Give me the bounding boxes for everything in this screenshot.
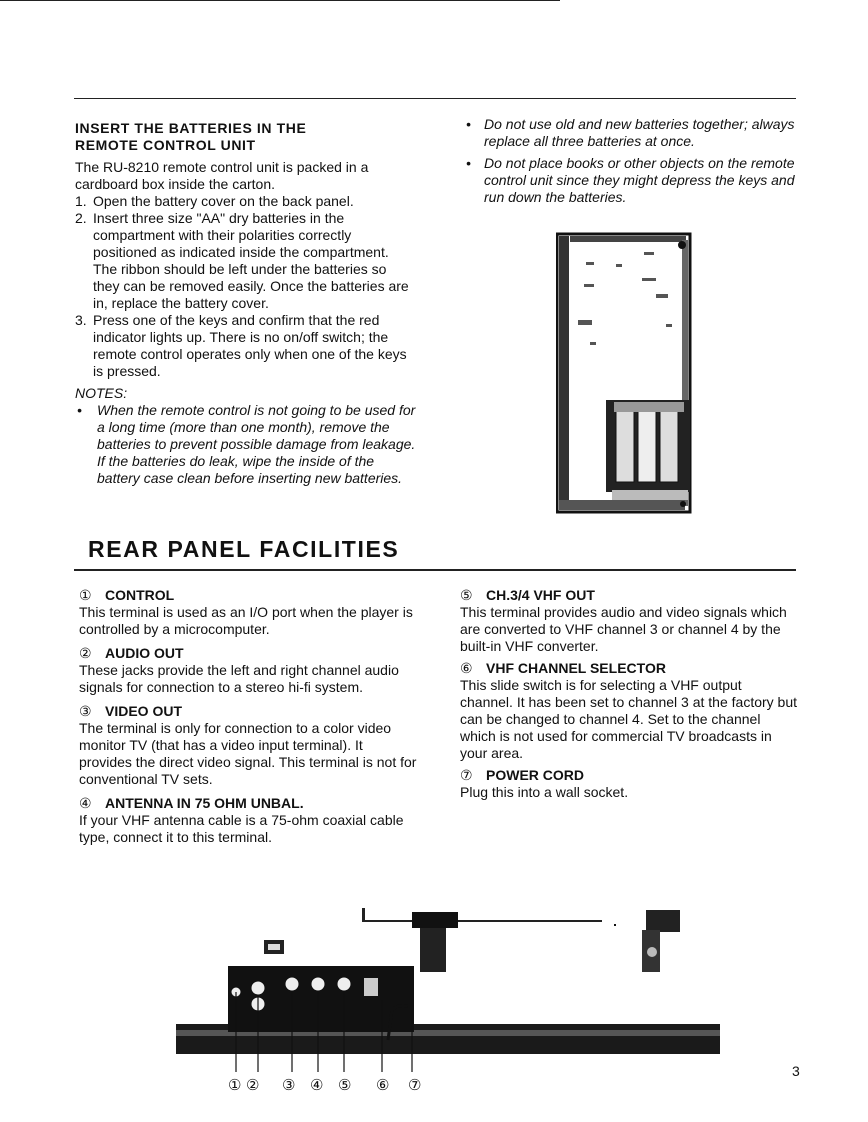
item-body: If your VHF antenna cable is a 75-ohm coaxial cable type, connect it to this terminal. [79,812,404,845]
list-item [75,210,416,312]
item-title-text: CH.3/4 VHF OUT [486,587,595,603]
item-title-vhf-out [460,586,798,604]
item-title-video-out [79,702,419,720]
step-number: 1. [75,193,87,209]
caution-item: • Do not place books or other objects on the remote control unit since they might depress the keys and run down the batteries. [462,155,798,206]
circled-number: ② [79,645,92,661]
step-text: Press one of the keys and confirm that the red indicator lights up. There is no on/off switch; the remote control operates only when one of the keys is pressed. [93,312,407,379]
section-rule [74,569,796,571]
item-title-text: VHF CHANNEL SELECTOR [486,660,666,676]
item-body: The terminal is only for connection to a color video monitor TV (that has a video input terminal). It provides the direct video signal. This terminal is not for conventional TV sets. [79,720,417,787]
callout-6: ⑥ [376,1077,390,1094]
item-title-text: ANTENNA IN 75 OHM UNBAL. [105,795,304,811]
battery-title-line1: INSERT THE BATTERIES IN THE [75,120,307,136]
item-title-antenna-in [79,794,419,812]
item-title-text: CONTROL [105,587,175,603]
circled-number: ④ [79,795,92,811]
top-edge-rule [0,0,560,1]
item-body: This terminal is used as an I/O port when the player is controlled by a microcomputer. [79,604,413,637]
item-title-power-cord [460,766,798,784]
rear-right-column [460,583,798,801]
item-body: This slide switch is for selecting a VHF output channel. It has been set to channel 3 at the factory but can be changed to channel 4. Set to the channel which is not used for commercial TV broadcasts in your area. [460,677,798,761]
battery-steps [75,193,416,380]
callout-7: ⑦ [408,1077,422,1094]
battery-section [75,120,416,487]
step-text: Insert three size "AA" dry batteries in the compartment with their polarities correctly positioned as indicated inside the compartment. The ribbon should be left under the batteries so they can be removed easily. Once the batteries are in, replace the battery cover. [93,210,409,311]
item-title-audio-out [79,644,419,662]
remote-control-battery-photo [556,232,692,516]
item-title-text: AUDIO OUT [105,645,184,661]
item-title-text: VIDEO OUT [105,703,183,719]
item-title-vhf-selector [460,659,798,677]
callout-4: ④ [310,1077,324,1094]
diagram-callouts [228,1076,438,1100]
rear-left-column [79,583,419,846]
item-title-control [79,586,419,604]
notes-label: NOTES: [75,385,128,401]
section-title: REAR PANEL FACILITIES [88,536,400,562]
item-body: These jacks provide the left and right channel audio signals for connection to a stereo hi-fi system. [79,662,399,695]
list-item [75,193,416,210]
callout-5: ⑤ [338,1077,352,1094]
battery-intro: The RU-8210 remote control unit is packed in a cardboard box inside the carton. [75,159,369,192]
page-number: 3 [792,1063,800,1079]
battery-title-line2: REMOTE CONTROL UNIT [75,137,256,153]
cautions-list [462,116,798,206]
circled-number: ⑥ [460,660,473,676]
circled-number: ① [79,587,92,603]
circled-number: ⑤ [460,587,473,603]
rear-panel-photo [176,900,722,1072]
list-item [75,312,416,380]
callout-1: ① [228,1077,242,1094]
item-body: This terminal provides audio and video signals which are converted to VHF channel 3 or channel 4 by the built-in VHF converter. [460,604,787,654]
item-title-text: POWER CORD [486,767,584,783]
item-body: Plug this into a wall socket. [460,784,629,800]
step-number: 2. [75,210,87,226]
header-rule [74,98,796,99]
caution-item: • Do not use old and new batteries together; always replace all three batteries at once. [462,116,798,150]
step-text: Open the battery cover on the back panel. [93,193,354,209]
note-item: • When the remote control is not going to be used for a long time (more than one month), remove the batteries to prevent possible damage from leakage. If the batteries do leak, wipe the inside of the battery case clean before inserting new batteries. [75,402,416,487]
circled-number: ⑦ [460,767,473,783]
step-number: 3. [75,312,87,328]
callout-2: ② [246,1077,260,1094]
circled-number: ③ [79,703,92,719]
callout-3: ③ [282,1077,296,1094]
